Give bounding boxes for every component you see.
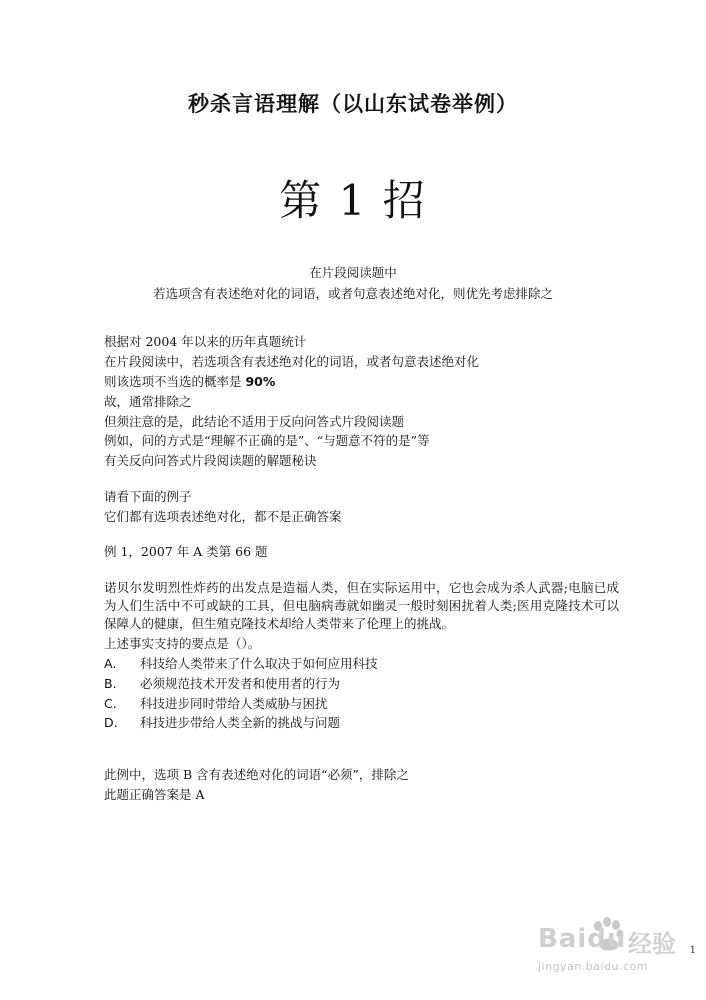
- option-text: 必须规范技术开发者和使用者的行为: [140, 676, 341, 691]
- probability-value: 90%: [245, 374, 276, 389]
- probability-label: 则该选项不当选的概率是: [104, 374, 246, 389]
- stats-line-5: 但须注意的是，此结论不适用于反向问答式片段阅读题: [104, 414, 405, 429]
- example-passage: 诺贝尔发明烈性炸药的出发点是造福人类，但在实际运用中，它也会成为杀人武器;电脑已成为人们生活中不可或缺的工具，但电脑病毒就如幽灵一般时刻困扰着人类;医用克隆技术可以保障人的健康，但生殖克隆技术却给人类带来了伦理上的挑战。: [104, 580, 619, 631]
- option-b: [104, 675, 340, 692]
- option-letter: B.: [104, 676, 117, 691]
- watermark-brand-cn: 经验: [628, 930, 676, 958]
- option-d: [104, 714, 340, 731]
- intro-line-1: 在片段阅读题中: [309, 265, 397, 280]
- option-letter: A.: [104, 656, 117, 671]
- option-text: 科技进步同时带给人类威胁与困扰: [140, 696, 328, 711]
- example-analysis: 此例中，选项 B 含有表述绝对化的词语“必须”，排除之: [104, 767, 409, 782]
- examples-intro-2: 它们都有选项表述绝对化，都不是正确答案: [104, 509, 342, 524]
- option-c: [104, 695, 328, 712]
- stats-line-6: 例如，问的方式是“理解不正确的是”、“与题意不符的是”等: [104, 433, 430, 448]
- example-question: 上述事实支持的要点是（）。: [104, 636, 261, 651]
- page-title: 秒杀言语理解（以山东试卷举例）: [188, 92, 518, 116]
- stats-line-1: 根据对 2004 年以来的历年真题统计: [104, 334, 307, 349]
- option-letter: C.: [104, 696, 117, 711]
- stats-line-4: 故，通常排除之: [104, 394, 192, 409]
- watermark-brand: Baidu: [538, 924, 627, 954]
- example-answer: 此题正确答案是 A: [104, 787, 205, 802]
- stats-line-2: 在片段阅读中，若选项含有表述绝对化的词语，或者句意表述绝对化: [104, 354, 480, 369]
- option-letter: D.: [104, 715, 118, 730]
- stats-line-3: [104, 373, 624, 390]
- baidu-jingyan-watermark: [534, 912, 684, 982]
- examples-intro-1: 请看下面的例子: [104, 489, 192, 504]
- watermark-url: jingyan.baidu.com: [538, 960, 649, 973]
- option-text: 科技给人类带来了什么取决于如何应用科技: [140, 656, 378, 671]
- example-heading: 例 1，2007 年 A 类第 66 题: [104, 544, 268, 559]
- stats-line-7: 有关反向问答式片段阅读题的解题秘诀: [104, 453, 317, 468]
- option-a: [104, 655, 378, 672]
- chapter-heading: 第 1 招: [279, 176, 427, 225]
- page-number: 1: [689, 945, 696, 956]
- intro-line-2: 若选项含有表述绝对化的词语，或者句意表述绝对化，则优先考虑排除之: [152, 286, 553, 301]
- option-text: 科技进步带给人类全新的挑战与问题: [140, 715, 341, 730]
